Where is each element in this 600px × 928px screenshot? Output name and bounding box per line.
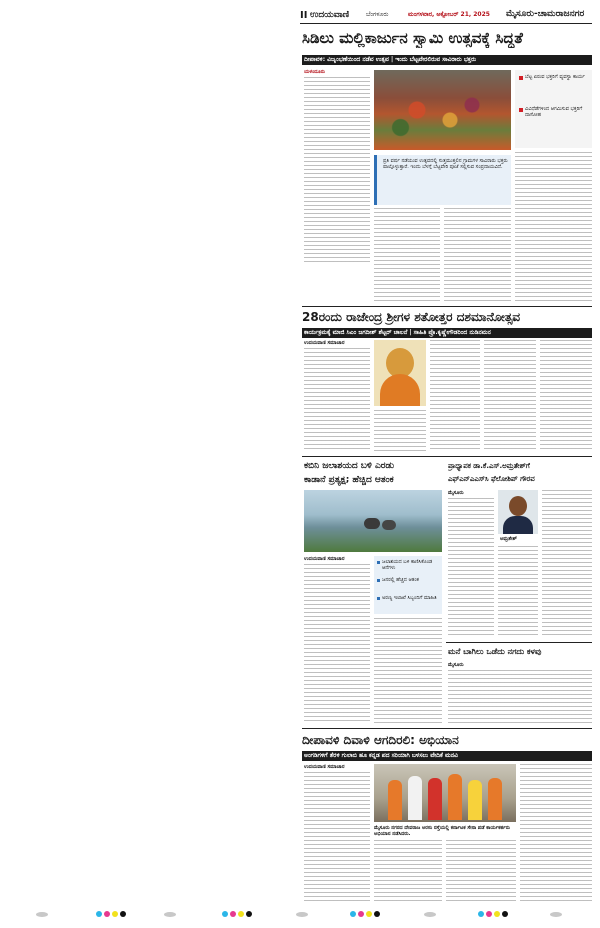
- story1-subhead: ದೀಪಾವಳಿ: ವಿಜೃಂಭಣೆಯಿಂದ ನಡೆವ ಉತ್ಸವ | ಇಂದು ಬೆಟ್ಟವೇರಲಿರುವ ಸಾವಿರಾರು ಭಕ್ತರು: [302, 55, 592, 65]
- story4-byline: ಮೈಸೂರು: [448, 490, 464, 496]
- story4-text-col1b: [498, 546, 538, 638]
- story1-text-col3: [444, 208, 511, 302]
- story3-photo-elephants: [304, 490, 442, 552]
- story3-highlight-2: ಜನರಲ್ಲಿ ಹೆಚ್ಚಿದ ಆತಂಕ: [382, 577, 419, 583]
- story2-byline: ಉದಯವಾಣಿ ಸಮಾಚಾರ: [304, 340, 345, 346]
- story1-highlight-2: ವಿವಿಧೆಡೆಗಳಿಂದ ಆಗಮಿಸುವ ಭಕ್ತರಿಗೆ ದಾಸೋಹ: [525, 106, 583, 118]
- story2-text-below-photo: [374, 410, 426, 452]
- registration-mark: [366, 911, 372, 917]
- story1-highlight-1: ಬೆಟ್ಟ ಏರುವ ಭಕ್ತರಿಗೆ ವ್ಯವಸ್ಥಾ ಕಾರ್ಯ: [525, 74, 585, 80]
- story3-byline: ಉದಯವಾಣಿ ಸಮಾಚಾರ: [304, 556, 345, 562]
- bullet-icon: [519, 76, 523, 80]
- edition-city: ಬೆಂಗಳೂರು: [366, 11, 389, 18]
- story1-text-col1: [304, 77, 370, 265]
- bullet-icon: [377, 597, 380, 600]
- story3-headline-line2: ಕಾಡಾನೆ ಪ್ರತ್ಯಕ್ಷ; ಹೆಚ್ಚಿದ ಆತಂಕ: [304, 475, 394, 485]
- story4-headline-line2: ಎಫ್‌ಎನ್‌ಎಎಸ್‌ಸಿ ಫೆಲೋಶಿಪ್ ಗೌರವ: [448, 475, 535, 483]
- story2-text-col4: [540, 340, 592, 452]
- story5-headline: ಮನೆ ಬಾಗಿಲು ಒಡೆದು ನಗದು ಕಳವು: [448, 647, 542, 656]
- story6-byline: ಉದಯವಾಣಿ ಸಮಾಚಾರ: [304, 764, 345, 770]
- story3-highlights-box: [374, 556, 442, 614]
- registration-mark: [246, 911, 252, 917]
- story3-text-col1: [304, 564, 370, 724]
- registration-mark: [374, 911, 380, 917]
- story4-photo-caption: ಅಮ್ರತೇಶ್: [500, 536, 517, 542]
- story6-text-col2: [374, 840, 442, 904]
- story1-pullquote: ಪ್ರತಿ ವರ್ಷ ನಡೆಯುವ ಉತ್ಸವದಲ್ಲಿ ಸುತ್ತಮುತ್ತಲಿನ ಗ್ರಾಮಗಳ ಸಾವಿರಾರು ಭಕ್ತರು ಪಾಲ್ಗೊಳ್ಳುತ್ತಾರೆ. ಇಂದು ಬೆಳಗ್ಗೆ ಬೆಟ್ಟವೇರಿ ಪೂಜೆ ಸಲ್ಲಿಸುವ ಸಂಪ್ರದಾಯವಿದೆ.: [383, 158, 508, 170]
- story2-text-col1: [304, 348, 370, 452]
- story6-headline: ದೀಪಾವಳಿ ದಿವಾಳಿ ಆಗದಿರಲಿ: ಅಭಿಯಾನ: [302, 733, 459, 747]
- story2-subhead: ಕಾರ್ಯಕ್ರಮಕ್ಕೆ ಮಾಜಿ ಸಿಎಂ ಜಗದೀಶ್ ಶೆಟ್ಟರ್ ಚಾಲನೆ | ಸಾಹಿತಿ ಪ್ರೊ.ಕೃಷ್ಣೇಗೌಡರಿಂದ ನುಡಿನಮನ: [302, 328, 592, 338]
- story4-headline-line1: ಪ್ರಾಧ್ಯಾಪಕ ಡಾ.ಕೆ.ಎಸ್.ಅಮ್ರತೇಶ್‌ಗೆ: [448, 462, 530, 470]
- story6-subhead: ಅಂಗಡಿಗಳಿಗೆ ತೆರಳಿ ಗುಲಾಬಿ ಹೂ ಕನ್ನಡ ಪದ ಸರಿಯಾಗಿ ಬಳಸಲು ವೇದಿಕೆ ಮನವಿ: [302, 751, 592, 761]
- story2-text-col3: [484, 340, 536, 452]
- story6-text-col3: [446, 840, 516, 904]
- registration-mark: [222, 911, 228, 917]
- registration-mark: [350, 911, 356, 917]
- registration-mark: [494, 911, 500, 917]
- story6-photo-activists: [374, 764, 516, 822]
- registration-mark: [164, 912, 176, 917]
- registration-mark: [550, 912, 562, 917]
- story6-text-col1: [304, 772, 370, 904]
- registration-mark: [120, 911, 126, 917]
- bullet-icon: [377, 561, 380, 564]
- story1-text-col4: [515, 152, 592, 304]
- story6-photo-caption: ಮೈಸೂರು ನಗರದ ದೇವರಾಜ ಅರಸು ರಸ್ತೆಯಲ್ಲಿ ಕರ್ನಾಟಕ ಸೇನಾ ಪಡೆ ಕಾರ್ಯಕರ್ತರು ಅಭಿಯಾನ ನಡೆಸಿದರು.: [374, 825, 510, 837]
- story1-byline: ಯಳಂದೂರು: [304, 69, 325, 75]
- story1-highlights-box: [515, 70, 592, 148]
- registration-mark: [486, 911, 492, 917]
- story2-text-col2: [430, 340, 480, 452]
- story3-text-col2: [374, 618, 442, 724]
- story3-headline-line1: ಕಬಿನಿ ಜಲಾಶಯದ ಬಳಿ ಎರಡು: [304, 461, 395, 471]
- story4-text-col1: [448, 498, 494, 638]
- registration-mark: [112, 911, 118, 917]
- registration-mark: [358, 911, 364, 917]
- registration-mark: [502, 911, 508, 917]
- registration-mark: [96, 911, 102, 917]
- section-name: ಮೈಸೂರು-ಚಾಮರಾಜನಗರ: [506, 9, 585, 19]
- story2-headline: 28ರಂದು ರಾಜೇಂದ್ರ ಶ್ರೀಗಳ ಶತೋತ್ತರ ದಶಮಾನೋತ್ಸವ: [302, 310, 521, 324]
- registration-mark: [478, 911, 484, 917]
- bullet-icon: [377, 579, 380, 582]
- brand-name: ಉದಯವಾಣಿ: [310, 10, 350, 20]
- registration-mark: [230, 911, 236, 917]
- page-number: II: [300, 10, 308, 21]
- story3-highlight-3: ಅರಣ್ಯ ಇಲಾಖೆ ಸಿಬ್ಬಂದಿಗೆ ಮಾಹಿತಿ: [382, 595, 437, 601]
- registration-mark: [36, 912, 48, 917]
- story5-byline: ಮೈಸೂರು: [448, 662, 464, 668]
- story4-photo-portrait: [498, 490, 538, 534]
- registration-mark: [296, 912, 308, 917]
- bullet-icon: [519, 108, 523, 112]
- story1-photo-crowd: [374, 70, 511, 150]
- story5-text: [448, 670, 592, 724]
- story4-text-col2: [542, 490, 592, 638]
- story3-highlight-1: ಜಲಾಶಯದ ಬಳಿ ಕಾಣಿಸಿಕೊಂಡ ಆನೆಗಳು: [382, 559, 433, 571]
- registration-mark: [104, 911, 110, 917]
- story1-headline: ಸಿಡಿಲು ಮಲ್ಲಿಕಾರ್ಜುನ ಸ್ವಾಮಿ ಉತ್ಸವಕ್ಕೆ ಸಿದ್ಧತೆ: [302, 29, 523, 47]
- story1-pullquote-box: [374, 155, 511, 205]
- issue-date: ಮಂಗಳವಾರ, ಅಕ್ಟೋಬರ್ 21, 2025: [408, 11, 490, 18]
- registration-mark: [424, 912, 436, 917]
- registration-mark: [238, 911, 244, 917]
- story6-text-col4: [520, 764, 592, 904]
- story1-text-col2: [374, 208, 440, 302]
- story2-photo-swamiji: [374, 340, 426, 406]
- masthead: [300, 8, 592, 24]
